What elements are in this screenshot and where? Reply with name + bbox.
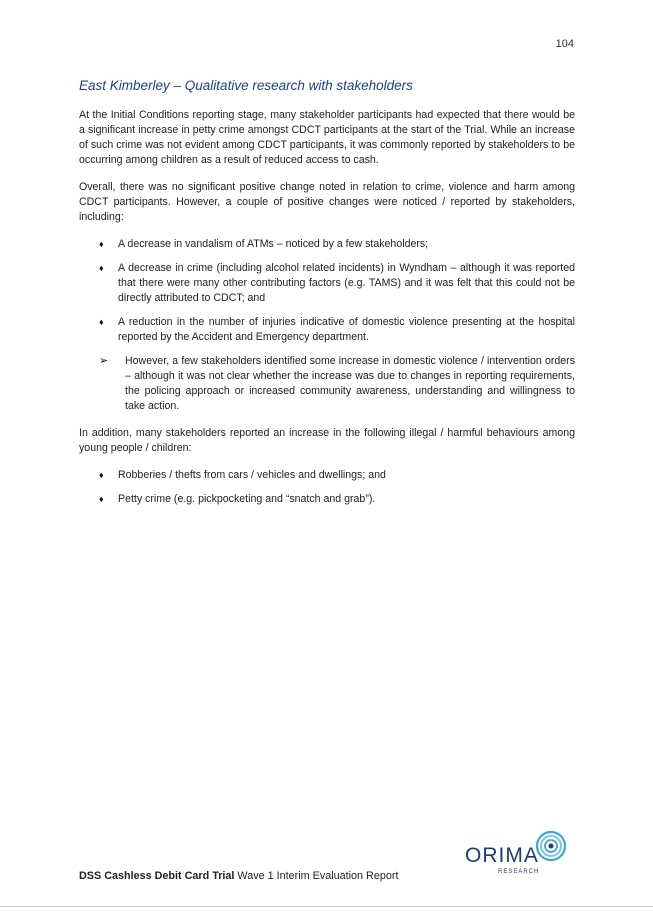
paragraph-overall: Overall, there was no significant positive change noted in relation to crime, violence and harm among CDCT participants. However, a couple of positive changes were noticed / reported by stakeholders, including:	[79, 181, 575, 223]
list-item-text: Petty crime (e.g. pickpocketing and “snatch and grab”).	[118, 493, 376, 505]
concentric-rings-icon	[535, 830, 567, 862]
footer-report-title	[79, 870, 398, 882]
positive-changes-list	[79, 237, 575, 414]
bottom-divider	[0, 906, 653, 907]
diamond-bullet-icon: ♦	[99, 239, 104, 249]
diamond-bullet-icon: ♦	[99, 317, 104, 327]
paragraph-initial-conditions: At the Initial Conditions reporting stage, many stakeholder participants had expected that there would be a significant increase in petty crime amongst CDCT participants at the start of the Trial. While an increase of such crime was not evident among CDCT participants, it was commonly reported by stakeholders to be occurring among children as a result of reduced access to cash.	[79, 109, 575, 166]
paragraph-in-addition: In addition, many stakeholders reported an increase in the following illegal / harmful behaviours among young people / children:	[79, 427, 575, 454]
list-item	[79, 261, 575, 306]
body-content	[79, 108, 575, 519]
list-item	[79, 315, 575, 345]
footer-title-rest: Wave 1 Interim Evaluation Report	[234, 870, 399, 882]
list-item-text: A reduction in the number of injuries indicative of domestic violence presenting at the hospital reported by the Accident and Emergency department.	[118, 316, 575, 343]
logo-wordmark: ORIMA	[465, 844, 539, 867]
list-item-text: Robberies / thefts from cars / vehicles and dwellings; and	[118, 469, 386, 481]
diamond-bullet-icon: ♦	[99, 494, 104, 504]
list-item	[79, 468, 575, 483]
logo-subtitle: RESEARCH	[498, 869, 540, 875]
arrow-bullet-icon: ➢	[99, 355, 109, 367]
list-item-text: However, a few stakeholders identified some increase in domestic violence / intervention orders – although it was not clear whether the increase was due to changes in reporting requirements, the policing approach or increased community awareness, understanding and willingness to take action.	[125, 355, 575, 412]
diamond-bullet-icon: ♦	[99, 470, 104, 480]
section-heading: East Kimberley – Qualitative research with stakeholders	[79, 78, 413, 93]
footer-title-bold: DSS Cashless Debit Card Trial	[79, 870, 235, 882]
list-item	[79, 237, 575, 252]
page-number: 104	[555, 38, 574, 50]
sub-list-item	[79, 354, 575, 414]
list-item-text: A decrease in vandalism of ATMs – noticed by a few stakeholders;	[118, 238, 429, 250]
orima-research-logo	[465, 828, 575, 878]
list-item-text: A decrease in crime (including alcohol related incidents) in Wyndham – although it was reported that there were many other contributing factors (e.g. TAMS) and it was felt that this could not be directly attributed to CDCT; and	[118, 262, 575, 304]
list-item	[79, 492, 575, 507]
harmful-behaviours-list	[79, 468, 575, 507]
diamond-bullet-icon: ♦	[99, 263, 104, 273]
